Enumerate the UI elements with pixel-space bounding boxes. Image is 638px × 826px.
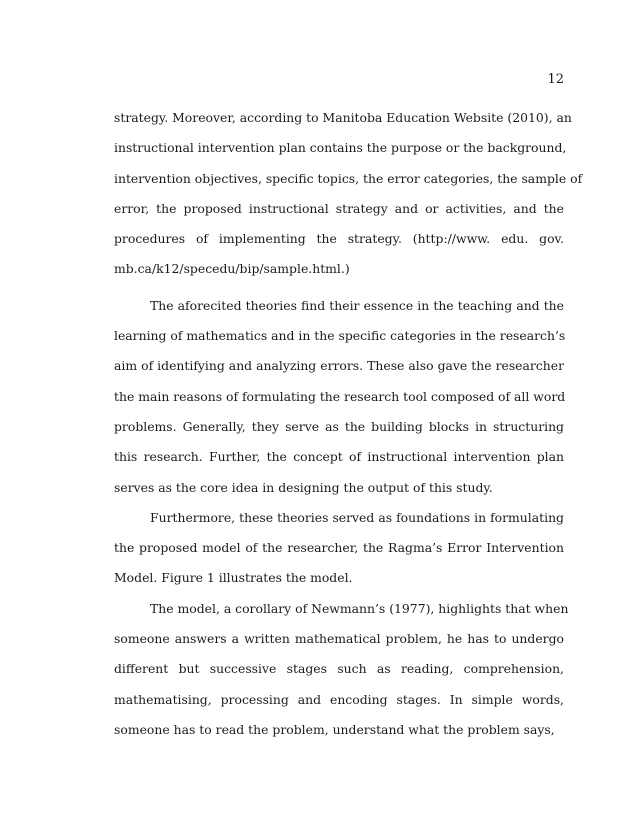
text-line: strategy. Moreover, according to Manitoba Education Website (2010), an bbox=[114, 110, 572, 125]
text-line: someone answers a written mathematical problem, he has to undergo bbox=[114, 631, 564, 647]
text-line: The aforecited theories find their essence in the teaching and the bbox=[150, 297, 564, 313]
text-line: procedures of implementing the strategy. (http://www. edu. gov. bbox=[114, 231, 564, 247]
text-line: intervention objectives, specific topics, the error categories, the sample of bbox=[114, 170, 583, 186]
text-line: this research. Further, the concept of instructional intervention plan bbox=[114, 449, 564, 465]
text-line: someone has to read the problem, understand what the problem says, bbox=[114, 721, 555, 737]
text-line: the proposed model of the researcher, the Ragma’s Error Intervention bbox=[114, 540, 564, 556]
body-text bbox=[114, 103, 583, 745]
text-line: error, the proposed instructional strategy and or activities, and the bbox=[114, 200, 564, 216]
text-line: Furthermore, these theories served as foundations in formulating bbox=[150, 509, 564, 525]
paragraph-4 bbox=[114, 594, 569, 745]
text-line: mathematising, processing and encoding stages. In simple words, bbox=[114, 691, 564, 707]
paragraph-2 bbox=[114, 291, 564, 503]
text-line: the main reasons of formulating the research tool composed of all word bbox=[114, 388, 566, 404]
text-line: aim of identifying and analyzing errors. These also gave the researcher bbox=[114, 358, 564, 374]
text-line: serves as the core idea in designing the output of this study. bbox=[114, 479, 493, 495]
text-line: instructional intervention plan contains the purpose or the background, bbox=[114, 140, 567, 156]
text-line: different but successive stages such as reading, comprehension, bbox=[114, 661, 564, 677]
text-line: The model, a corollary of Newmann’s (1977), highlights that when bbox=[150, 600, 569, 616]
text-line: learning of mathematics and in the specific categories in the research’s bbox=[114, 328, 566, 344]
text-line: mb.ca/k12/specedu/bip/sample.html.) bbox=[114, 261, 350, 277]
paragraph-1 bbox=[114, 103, 583, 285]
page-number: 12 bbox=[547, 72, 564, 87]
text-line: problems. Generally, they serve as the building blocks in structuring bbox=[114, 418, 564, 434]
paragraph-3 bbox=[114, 503, 564, 594]
text-line: Model. Figure 1 illustrates the model. bbox=[114, 570, 353, 586]
